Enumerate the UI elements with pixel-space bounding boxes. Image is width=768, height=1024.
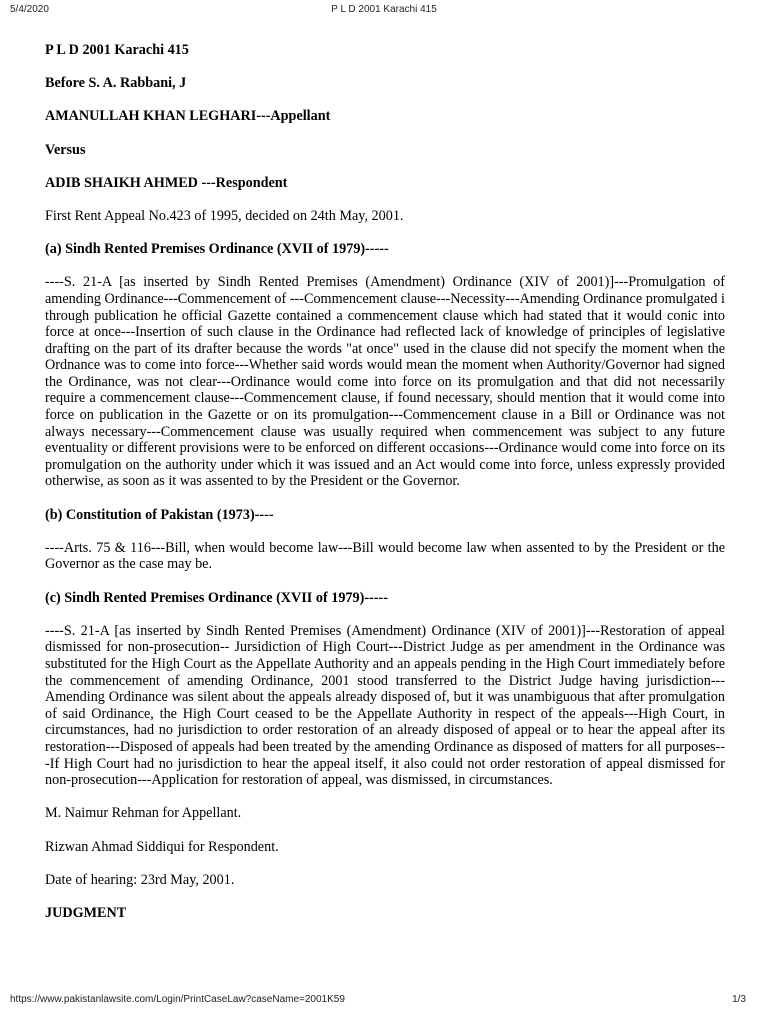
counsel-appellant: M. Naimur Rehman for Appellant. xyxy=(45,805,242,822)
paragraph-a: ----S. 21-A [as inserted by Sindh Rented Premises (Amendment) Ordinance (XIV of 2001)]---Promulgation of amending Ordinance---Commencement of ---Commencement clause---Necessity---Amending Ordinance promulgated i through publication he official Gazette contained a commencement clause which had stated that it would conic into force at once---Insertion of such clause in the Ordinance had reflected lack of knowledge of principles of legislative drafting on the part of its drafter because the words "at once" used in the clause did not specify the moment when the Ordnance was to come into force---Whether said words would mean the moment when Authority/Governor had signed the Ordinance, was not clear---Ordinance would come into force on its promulgation and that did not necessarily require a commencement clause---Commencement clause, if found necessary, should mention that it would come into force on publication in the Gazette or on its promulgation---Commencement clause in a Bill or Ordinance was not always necessary---Commencement clause was usually required when commencement was subject to any future eventuality or different provisions were to be enforced on different occasions---Ordinance would come into force on its promulgation on the authority under which it was issued and an Act would come into force, unless expressly provided otherwise, as soon as it was assented to by the President or the Governor. xyxy=(45,274,725,490)
print-date: 5/4/2020 xyxy=(10,4,49,15)
document-body xyxy=(45,42,725,938)
heading-c: (c) Sindh Rented Premises Ordinance (XVII of 1979)----- xyxy=(45,589,388,606)
paragraph-c: ----S. 21-A [as inserted by Sindh Rented Premises (Amendment) Ordinance (XIV of 2001)]---Restoration of appeal dismissed for non-prosecution-- Jursidiction of High Court---District Judge as per amendment in the Ordinance was substituted for the High Court as the Appellate Authority and an appeals pending in the High Court immediately before the commencement of amending Ordinance, 2001 stood transferred to the District Judge having jurisdiction---Amending Ordinance was silent about the appeals already disposed of, but it was unambiguous that after promulgation of said Ordinance, the High Court ceased to be the Appellate Authority in respect of the appeals---High Court, in circumstances, had no jurisdiction to order restoration of an already disposed of appeal or to hear the appeal after its restoration---Disposed of appeals had been treated by the amending Ordinance as disposed of matters for all purposes---If High Court had no jurisdiction to hear the appeal itself, it also could not order restoration of appeal dismissed for non-prosecution---Application for restoration of appeal, was dismissed, in circumstances. xyxy=(45,622,725,789)
judgment-heading: JUDGMENT xyxy=(45,904,127,921)
source-url: https://www.pakistanlawsite.com/Login/PrintCaseLaw?caseName=2001K59 xyxy=(10,994,345,1005)
appellant: AMANULLAH KHAN LEGHARI---Appellant xyxy=(45,108,331,125)
appeal-details: First Rent Appeal No.423 of 1995, decided on 24th May, 2001. xyxy=(45,207,404,224)
versus: Versus xyxy=(45,141,86,158)
print-title: P L D 2001 Karachi 415 xyxy=(331,4,437,15)
bench: Before S. A. Rabbani, J xyxy=(45,75,187,92)
print-footer xyxy=(0,994,768,1008)
respondent: ADIB SHAIKH AHMED ---Respondent xyxy=(45,174,288,191)
page-number: 1/3 xyxy=(732,994,746,1005)
counsel-respondent: Rizwan Ahmad Siddiqui for Respondent. xyxy=(45,838,279,855)
hearing-date: Date of hearing: 23rd May, 2001. xyxy=(45,871,235,888)
print-header xyxy=(0,4,768,18)
case-citation: P L D 2001 Karachi 415 xyxy=(45,42,189,58)
heading-a: (a) Sindh Rented Premises Ordinance (XVII of 1979)----- xyxy=(45,241,389,258)
paragraph-b: ----Arts. 75 & 116---Bill, when would become law---Bill would become law when assented to by the President or the Governor as the case may be. xyxy=(45,539,725,573)
heading-b: (b) Constitution of Pakistan (1973)---- xyxy=(45,506,274,523)
